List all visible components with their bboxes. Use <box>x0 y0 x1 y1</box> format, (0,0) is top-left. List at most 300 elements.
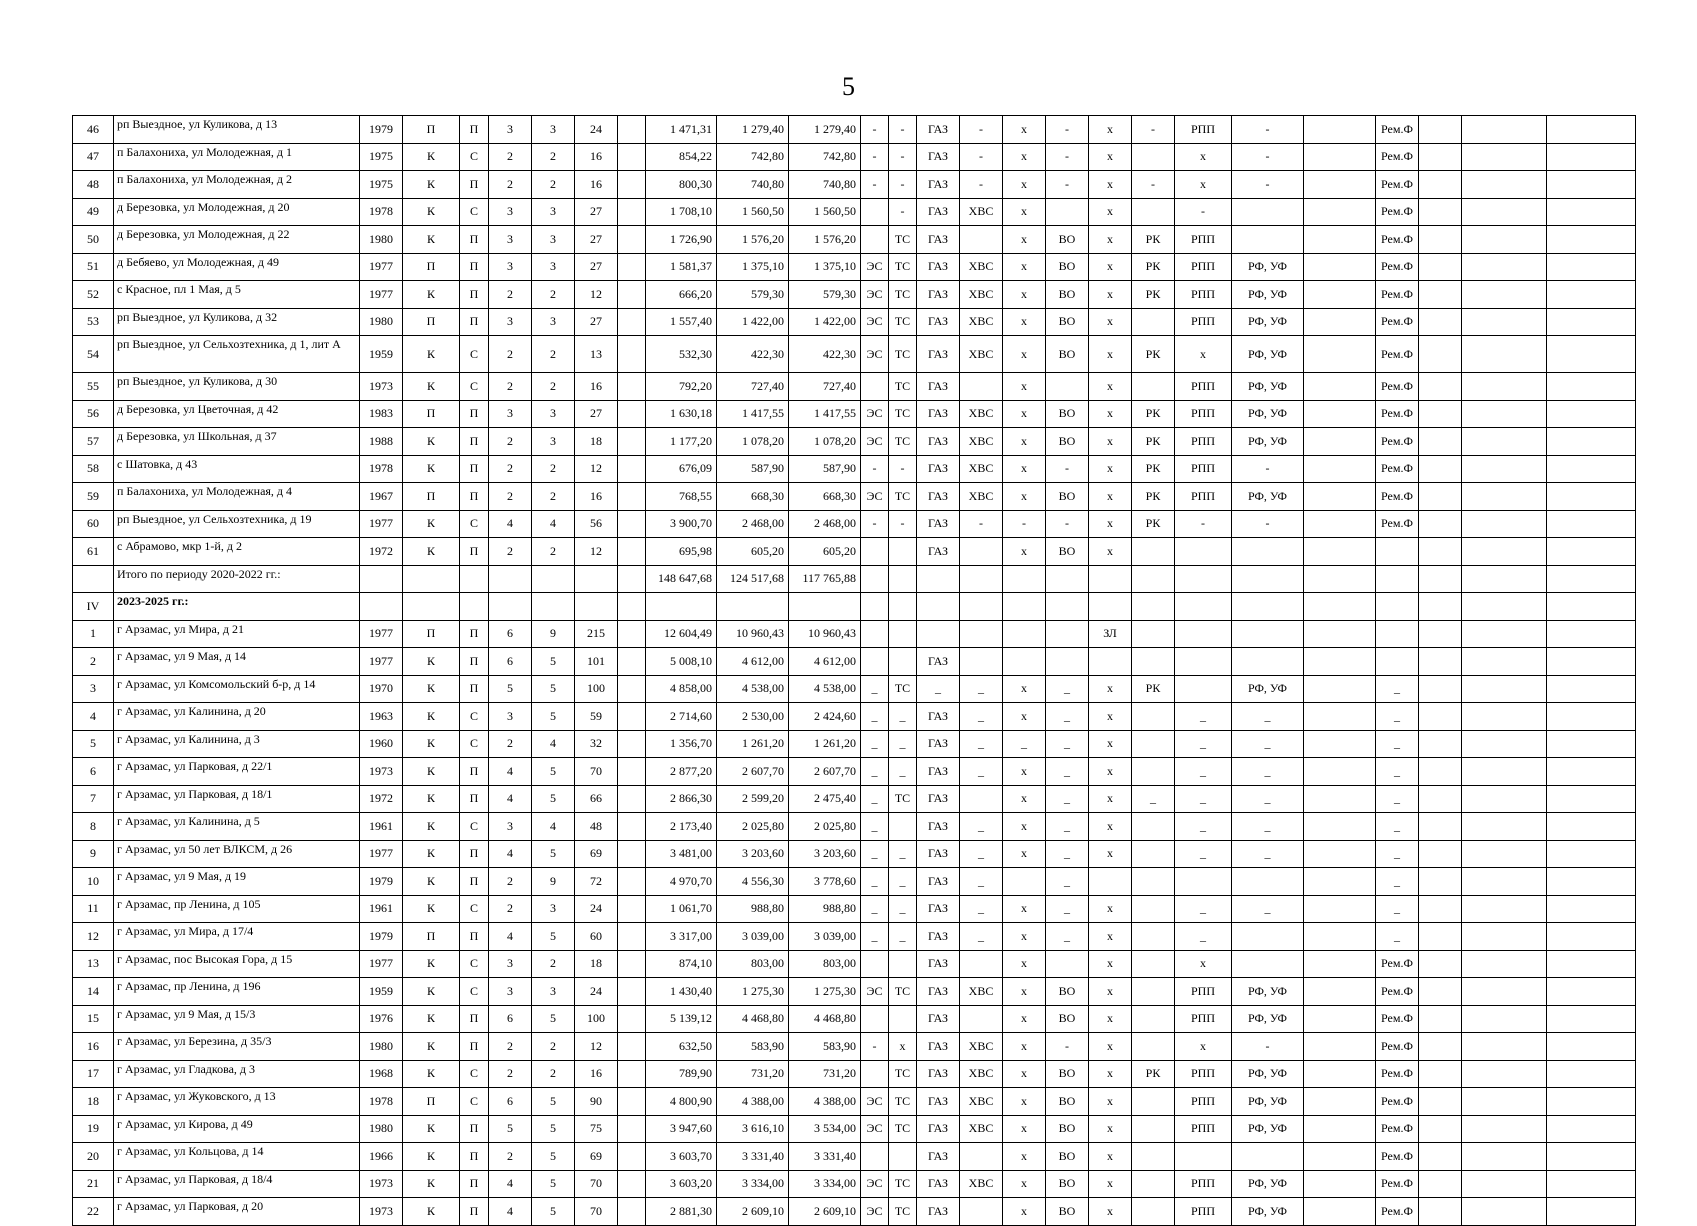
table-cell: 4 <box>489 923 532 951</box>
row-number: 52 <box>73 281 114 309</box>
table-cell <box>618 373 646 401</box>
table-cell: 1967 <box>360 483 403 511</box>
table-cell <box>1003 565 1046 593</box>
table-cell <box>1547 538 1636 566</box>
table-cell: 668,30 <box>789 483 861 511</box>
table-row <box>73 1115 1636 1143</box>
table-cell: ВО <box>1046 1170 1089 1198</box>
table-cell <box>1175 538 1232 566</box>
table-cell: 215 <box>575 620 618 648</box>
table-cell: К <box>403 1170 460 1198</box>
table-cell <box>1462 373 1547 401</box>
table-cell <box>618 336 646 373</box>
table-cell <box>360 565 403 593</box>
table-cell: ЭС <box>861 336 889 373</box>
table-cell: ХВС <box>960 253 1003 281</box>
table-cell: РПП <box>1175 1060 1232 1088</box>
table-cell: 1975 <box>360 171 403 199</box>
table-cell <box>960 1143 1003 1171</box>
table-cell: К <box>403 538 460 566</box>
table-cell: - <box>861 171 889 199</box>
table-cell <box>1419 593 1462 621</box>
table-cell <box>618 171 646 199</box>
table-cell: ТС <box>889 1060 917 1088</box>
table-cell: _ <box>1046 813 1089 841</box>
table-cell <box>1304 1060 1376 1088</box>
table-cell: К <box>403 510 460 538</box>
table-cell: х <box>1003 143 1046 171</box>
address-cell: г Арзамас, ул Жуковского, д 13 <box>114 1088 360 1116</box>
table-cell <box>1419 253 1462 281</box>
table-cell <box>1304 116 1376 144</box>
table-cell <box>1132 923 1175 951</box>
table-cell: х <box>1089 675 1132 703</box>
table-cell: 666,20 <box>646 281 717 309</box>
table-cell <box>1003 620 1046 648</box>
table-cell: х <box>1089 703 1132 731</box>
table-cell: 1973 <box>360 1170 403 1198</box>
table-cell <box>960 1005 1003 1033</box>
table-cell: 2 <box>489 1143 532 1171</box>
table-cell: _ <box>889 730 917 758</box>
table-cell: 803,00 <box>717 950 789 978</box>
address-cell: г Арзамас, ул Калинина, д 20 <box>114 703 360 731</box>
table-cell: - <box>1232 1033 1304 1061</box>
table-cell <box>889 565 917 593</box>
table-cell: РК <box>1132 253 1175 281</box>
table-cell: Рем.Ф <box>1376 1115 1419 1143</box>
table-cell: П <box>460 253 489 281</box>
table-cell: _ <box>1046 758 1089 786</box>
table-cell <box>1304 171 1376 199</box>
table-cell: 3 900,70 <box>646 510 717 538</box>
table-cell: 1 078,20 <box>717 428 789 456</box>
table-cell <box>1547 116 1636 144</box>
table-cell <box>1419 143 1462 171</box>
table-cell <box>1462 1143 1547 1171</box>
table-cell <box>646 593 717 621</box>
row-number: 59 <box>73 483 114 511</box>
table-cell: 2 607,70 <box>717 758 789 786</box>
table-cell <box>1462 1170 1547 1198</box>
table-cell: _ <box>960 923 1003 951</box>
table-cell: 2 881,30 <box>646 1198 717 1226</box>
table-cell: 4 <box>489 510 532 538</box>
table-cell <box>1419 510 1462 538</box>
table-cell <box>1462 400 1547 428</box>
table-cell: _ <box>889 840 917 868</box>
table-cell: _ <box>861 868 889 896</box>
table-cell <box>1132 308 1175 336</box>
table-cell <box>1304 758 1376 786</box>
table-cell: _ <box>1232 785 1304 813</box>
table-cell: РФ, УФ <box>1232 1060 1304 1088</box>
table-cell <box>1232 565 1304 593</box>
table-cell <box>1419 785 1462 813</box>
table-cell: 988,80 <box>717 895 789 923</box>
table-cell: ВО <box>1046 1198 1089 1226</box>
table-cell <box>1046 648 1089 676</box>
table-cell <box>1547 455 1636 483</box>
table-row <box>73 648 1636 676</box>
table-cell: _ <box>1046 675 1089 703</box>
table-cell: 3 039,00 <box>717 923 789 951</box>
table-cell: 1980 <box>360 308 403 336</box>
table-cell <box>618 950 646 978</box>
table-cell: С <box>460 336 489 373</box>
row-number: 2 <box>73 648 114 676</box>
table-cell: 422,30 <box>789 336 861 373</box>
table-cell <box>1232 198 1304 226</box>
table-cell: 1973 <box>360 758 403 786</box>
table-cell: Рем.Ф <box>1376 226 1419 254</box>
table-cell: РФ, УФ <box>1232 978 1304 1006</box>
table-cell: 13 <box>575 336 618 373</box>
table-cell: _ <box>1376 840 1419 868</box>
table-cell: 5 <box>489 675 532 703</box>
address-cell: п Балахониха, ул Молодежная, д 4 <box>114 483 360 511</box>
table-cell: х <box>1089 253 1132 281</box>
address-cell: г Арзамас, ул Парковая, д 18/4 <box>114 1170 360 1198</box>
table-cell: ХВС <box>960 198 1003 226</box>
table-cell <box>618 785 646 813</box>
table-cell <box>1462 1005 1547 1033</box>
address-cell: п Балахониха, ул Молодежная, д 2 <box>114 171 360 199</box>
table-cell: ТС <box>889 483 917 511</box>
table-cell: 742,80 <box>789 143 861 171</box>
table-cell <box>861 593 889 621</box>
row-number: 50 <box>73 226 114 254</box>
table-cell: К <box>403 336 460 373</box>
table-cell <box>1376 620 1419 648</box>
table-cell: 27 <box>575 198 618 226</box>
table-cell: П <box>460 840 489 868</box>
table-cell <box>618 116 646 144</box>
table-cell: 100 <box>575 1005 618 1033</box>
table-cell: 1980 <box>360 226 403 254</box>
table-cell <box>1175 593 1232 621</box>
table-row <box>73 143 1636 171</box>
table-cell <box>1304 593 1376 621</box>
table-row <box>73 1198 1636 1226</box>
table-cell <box>1547 1005 1636 1033</box>
table-cell: х <box>1089 336 1132 373</box>
table-cell <box>1419 1198 1462 1226</box>
table-cell <box>960 538 1003 566</box>
table-cell: 124 517,68 <box>717 565 789 593</box>
table-cell: 4 468,80 <box>789 1005 861 1033</box>
table-cell <box>618 281 646 309</box>
table-cell <box>1547 253 1636 281</box>
table-cell: ТС <box>889 785 917 813</box>
row-number: 8 <box>73 813 114 841</box>
table-cell: х <box>1089 1060 1132 1088</box>
address-cell: г Арзамас, ул 9 Мая, д 14 <box>114 648 360 676</box>
table-cell: ГАЗ <box>917 1198 960 1226</box>
table-cell: ВО <box>1046 483 1089 511</box>
table-cell: х <box>1089 510 1132 538</box>
table-cell <box>1376 648 1419 676</box>
table-cell <box>1462 253 1547 281</box>
table-cell: РК <box>1132 1060 1175 1088</box>
address-cell: г Арзамас, ул Парковая, д 18/1 <box>114 785 360 813</box>
table-cell: 1 560,50 <box>717 198 789 226</box>
table-cell: РК <box>1132 455 1175 483</box>
table-cell <box>618 813 646 841</box>
table-row <box>73 116 1636 144</box>
table-cell: 59 <box>575 703 618 731</box>
table-cell: _ <box>861 703 889 731</box>
table-cell <box>1304 1033 1376 1061</box>
table-cell: _ <box>960 758 1003 786</box>
table-cell: ХВС <box>960 400 1003 428</box>
table-cell: 2 607,70 <box>789 758 861 786</box>
address-cell: д Березовка, ул Молодежная, д 22 <box>114 226 360 254</box>
table-cell: РПП <box>1175 116 1232 144</box>
table-cell: х <box>1089 116 1132 144</box>
table-cell: 1976 <box>360 1005 403 1033</box>
table-cell: _ <box>889 923 917 951</box>
table-cell <box>1304 1115 1376 1143</box>
table-cell: 10 960,43 <box>789 620 861 648</box>
table-cell <box>1547 648 1636 676</box>
table-cell: х <box>1089 1005 1132 1033</box>
table-cell <box>1547 923 1636 951</box>
table-cell <box>1462 483 1547 511</box>
table-cell: _ <box>1175 923 1232 951</box>
table-cell <box>1462 538 1547 566</box>
table-cell: - <box>1232 455 1304 483</box>
table-cell: х <box>1003 336 1046 373</box>
table-cell: 768,55 <box>646 483 717 511</box>
address-cell: рп Выездное, ул Сельхозтехника, д 19 <box>114 510 360 538</box>
table-cell: Рем.Ф <box>1376 950 1419 978</box>
table-cell <box>960 620 1003 648</box>
table-cell: х <box>1089 895 1132 923</box>
table-cell <box>1547 703 1636 731</box>
table-cell <box>618 868 646 896</box>
table-cell: 6 <box>489 648 532 676</box>
table-cell <box>460 565 489 593</box>
table-cell: ТС <box>889 1115 917 1143</box>
table-cell: _ <box>1232 758 1304 786</box>
table-row <box>73 895 1636 923</box>
table-cell: х <box>1003 483 1046 511</box>
table-cell <box>1232 538 1304 566</box>
table-cell: 1959 <box>360 336 403 373</box>
table-cell: П <box>403 923 460 951</box>
table-cell: ВО <box>1046 428 1089 456</box>
table-row <box>73 538 1636 566</box>
table-cell <box>1132 373 1175 401</box>
table-cell: ГАЗ <box>917 1005 960 1033</box>
table-cell <box>1462 648 1547 676</box>
table-row <box>73 1033 1636 1061</box>
table-cell: ГАЗ <box>917 226 960 254</box>
table-cell: 5 <box>532 923 575 951</box>
table-cell: П <box>460 648 489 676</box>
table-cell: П <box>460 308 489 336</box>
row-number: 51 <box>73 253 114 281</box>
table-cell <box>1304 978 1376 1006</box>
table-cell: П <box>460 116 489 144</box>
table-cell: _ <box>889 758 917 786</box>
table-cell <box>1547 1060 1636 1088</box>
address-cell: г Арзамас, ул Кольцова, д 14 <box>114 1143 360 1171</box>
table-cell: П <box>460 171 489 199</box>
table-cell: 3 <box>489 978 532 1006</box>
table-cell: П <box>460 455 489 483</box>
table-cell: 2 <box>532 455 575 483</box>
address-cell: Итого по периоду 2020-2022 гг.: <box>114 565 360 593</box>
table-cell <box>861 950 889 978</box>
table-cell: РФ, УФ <box>1232 1198 1304 1226</box>
table-cell: 3 <box>489 813 532 841</box>
table-cell: - <box>861 510 889 538</box>
table-cell: - <box>889 455 917 483</box>
table-cell <box>1547 593 1636 621</box>
table-cell: 3 <box>489 226 532 254</box>
table-row <box>73 785 1636 813</box>
table-cell <box>618 455 646 483</box>
table-cell <box>618 483 646 511</box>
table-cell: х <box>1003 1088 1046 1116</box>
row-number: 47 <box>73 143 114 171</box>
table-cell: х <box>1089 281 1132 309</box>
table-cell: ЭС <box>861 281 889 309</box>
table-cell <box>1462 1060 1547 1088</box>
table-cell: - <box>889 510 917 538</box>
table-cell <box>618 1033 646 1061</box>
table-cell <box>1232 620 1304 648</box>
table-cell: 1 356,70 <box>646 730 717 758</box>
table-cell: - <box>889 198 917 226</box>
table-cell: _ <box>960 868 1003 896</box>
table-cell <box>403 565 460 593</box>
table-cell: _ <box>1175 785 1232 813</box>
table-cell: 1975 <box>360 143 403 171</box>
table-cell: РПП <box>1175 226 1232 254</box>
table-cell: 5 <box>532 1143 575 1171</box>
table-cell: К <box>403 703 460 731</box>
table-cell <box>1419 428 1462 456</box>
table-cell: РК <box>1132 400 1175 428</box>
table-cell <box>1419 923 1462 951</box>
table-cell: Рем.Ф <box>1376 198 1419 226</box>
table-cell: 587,90 <box>789 455 861 483</box>
table-cell <box>618 675 646 703</box>
table-cell <box>1547 400 1636 428</box>
table-cell: - <box>960 116 1003 144</box>
table-cell: 1980 <box>360 1033 403 1061</box>
table-cell: С <box>460 1060 489 1088</box>
table-cell: _ <box>1046 895 1089 923</box>
table-cell <box>1462 703 1547 731</box>
table-cell <box>917 620 960 648</box>
table-cell: _ <box>1175 813 1232 841</box>
table-cell: Рем.Ф <box>1376 336 1419 373</box>
table-cell: х <box>1003 171 1046 199</box>
table-cell <box>1419 565 1462 593</box>
table-cell <box>1132 1198 1175 1226</box>
table-cell: _ <box>861 758 889 786</box>
table-cell: К <box>403 1005 460 1033</box>
table-cell <box>618 565 646 593</box>
table-row <box>73 703 1636 731</box>
table-cell: х <box>1089 978 1132 1006</box>
table-cell: _ <box>861 813 889 841</box>
table-row <box>73 281 1636 309</box>
table-cell: К <box>403 868 460 896</box>
page-number: 5 <box>842 72 855 101</box>
table-cell: П <box>460 281 489 309</box>
table-cell: - <box>1046 1033 1089 1061</box>
table-cell: 12 604,49 <box>646 620 717 648</box>
table-cell <box>1419 978 1462 1006</box>
table-cell <box>917 565 960 593</box>
table-cell: 988,80 <box>789 895 861 923</box>
table-cell: _ <box>861 785 889 813</box>
address-cell: с Шатовка, д 43 <box>114 455 360 483</box>
table-cell: 3 039,00 <box>789 923 861 951</box>
table-cell: 3 331,40 <box>717 1143 789 1171</box>
table-cell: - <box>889 143 917 171</box>
table-cell: х <box>1003 703 1046 731</box>
table-cell: 69 <box>575 1143 618 1171</box>
table-cell <box>1547 978 1636 1006</box>
table-cell: 90 <box>575 1088 618 1116</box>
table-cell: х <box>1003 116 1046 144</box>
table-cell: ЭС <box>861 1115 889 1143</box>
table-cell: РПП <box>1175 253 1232 281</box>
table-cell <box>618 143 646 171</box>
table-cell <box>1547 868 1636 896</box>
table-cell: 117 765,88 <box>789 565 861 593</box>
table-cell <box>1462 675 1547 703</box>
table-cell: Рем.Ф <box>1376 1033 1419 1061</box>
table-cell: 2 <box>489 171 532 199</box>
table-cell: ТС <box>889 1088 917 1116</box>
table-cell: х <box>1003 428 1046 456</box>
table-cell: ГАЗ <box>917 923 960 951</box>
table-cell: х <box>1003 400 1046 428</box>
table-cell: ГАЗ <box>917 373 960 401</box>
table-cell: ГАЗ <box>917 1143 960 1171</box>
table-cell: ГАЗ <box>917 840 960 868</box>
table-cell <box>1419 483 1462 511</box>
table-cell: П <box>460 1033 489 1061</box>
table-cell: _ <box>1175 730 1232 758</box>
table-cell: К <box>403 226 460 254</box>
table-cell <box>618 1088 646 1116</box>
table-cell: х <box>1003 675 1046 703</box>
table-cell: 605,20 <box>717 538 789 566</box>
table-cell: - <box>1232 116 1304 144</box>
table-cell: С <box>460 703 489 731</box>
table-cell: х <box>1003 840 1046 868</box>
table-cell: К <box>403 428 460 456</box>
table-cell <box>1547 758 1636 786</box>
table-cell: х <box>1089 1088 1132 1116</box>
table-cell: П <box>460 1115 489 1143</box>
table-cell: _ <box>1046 703 1089 731</box>
table-cell: 27 <box>575 226 618 254</box>
table-cell <box>1304 785 1376 813</box>
table-cell: 5 <box>532 703 575 731</box>
table-cell: _ <box>1232 895 1304 923</box>
table-cell <box>861 373 889 401</box>
table-cell <box>861 538 889 566</box>
